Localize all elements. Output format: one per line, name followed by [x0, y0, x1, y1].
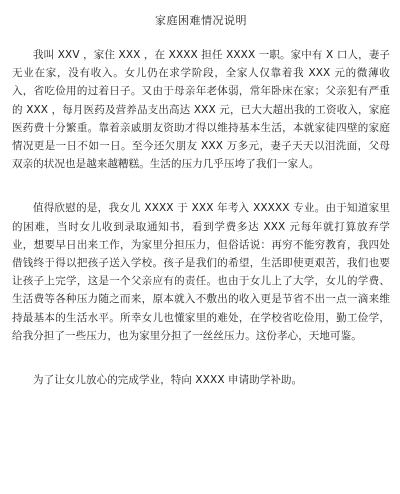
paragraph-daughter-education: 值得欣慰的是，我女儿 XXXX 于 XXX 年考入 XXXXX 专业。由于知道家里的困难，当时女儿收到录取通知书，看到学费多达 XXX 元每年就打算放弃学业，想要早日出来工作，为家里分担压力，但俗话说：再穷不能穷教育，我四处借钱终于得以把孩子送入学校。孩子是我们的希望，生活即使更艰苦，我们也要让孩子上完学，这是一个父亲应有的责任。也由于女儿上了大学，女儿的学费、生活费等各种压力随之而来，原本就入不敷出的收入更是节省不出一点一滴来维持最基本的生活水平。所幸女儿也懂家里的难处，在学校省吃俭用，勤工俭学，给我分担了一些压力，也为家里分担了一丝丝压力。这份孝心，天地可鉴。	[12, 202, 390, 342]
paragraph-application-request: 为了让女儿放心的完成学业，特向 XXXX 申请助学补助。	[33, 374, 303, 387]
paragraph-family-situation: 我叫 XXV ，家住 XXX ，在 XXXX 担任 XXXX 一职。家中有 X 口人，妻子无业在家，没有收入。女儿仍在求学阶段，全家人仅靠着我 XXX 元的微薄收入，省吃俭用的过着日子。又由于母亲年老体弱，常年卧床在家；父亲犯有严重的 XXX ，每月医药及营养品支出高达 XXX 元，已大大超出我的工资收入，家庭医药费十分繁重。靠着亲戚朋友资助才得以维持基本生活，本就家徒四壁的家庭情况更是一日不如一日。至今还欠朋友 XXX 万多元，妻子天天以泪洗面，父母双亲的状况也是越来越糟糕。生活的压力几乎压垮了我们一家人。	[12, 49, 390, 171]
document-title: 家庭困难情况说明	[155, 14, 247, 27]
